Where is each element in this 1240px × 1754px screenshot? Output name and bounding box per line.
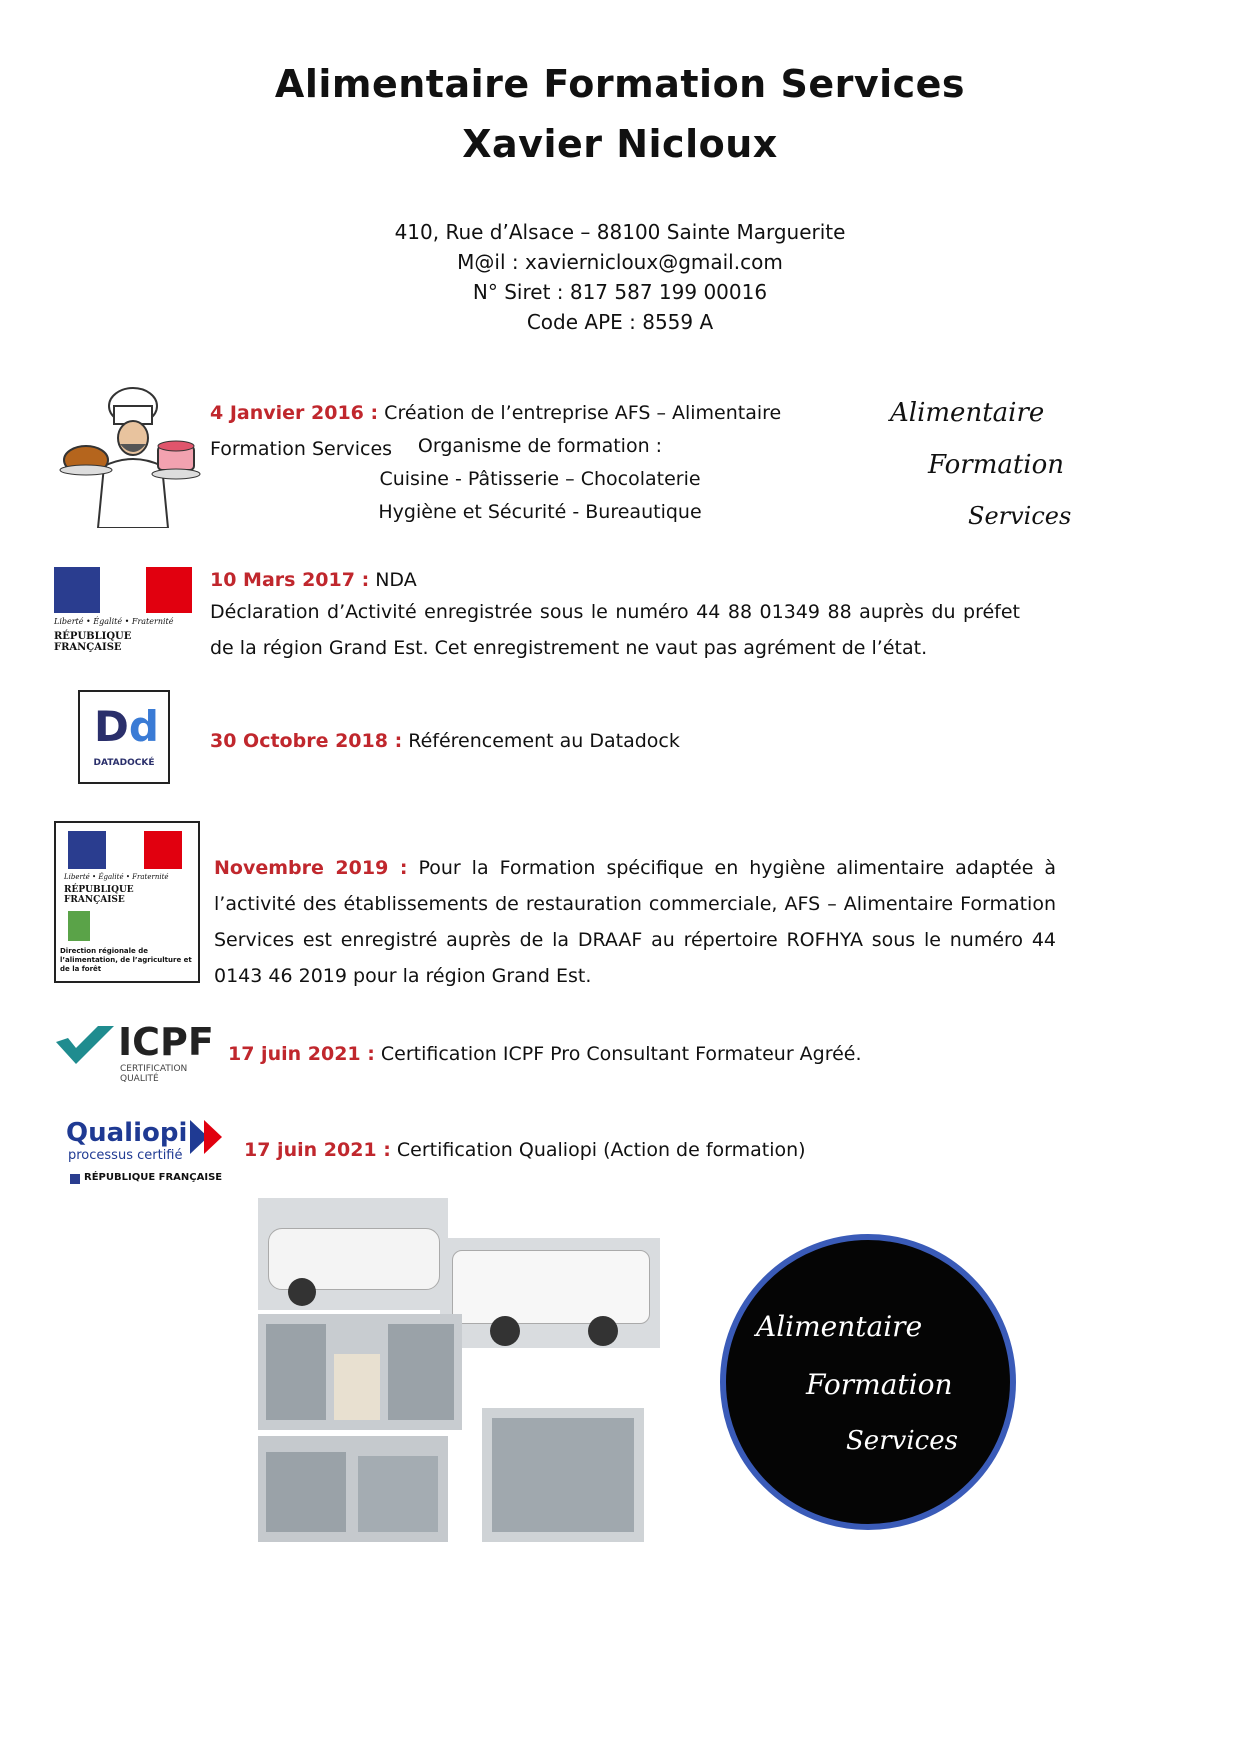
rf-blue-band <box>54 567 100 613</box>
event-2016-line3: Cuisine - Pâtisserie – Chocolaterie <box>379 468 701 490</box>
afs-round-word-2: Formation <box>806 1368 953 1401</box>
photo-van-2 <box>440 1238 660 1348</box>
event-text: Certification ICPF Pro Consultant Formateur Agréé. <box>380 1043 862 1065</box>
event-date: 4 Janvier 2016 : <box>210 402 379 424</box>
event-2016-line2: Organisme de formation : <box>417 435 663 457</box>
photo-van-1 <box>258 1198 448 1310</box>
photo-crates-3 <box>482 1408 644 1542</box>
event-2021-qualiopi <box>244 1132 944 1168</box>
event-date: 17 juin 2021 : <box>244 1139 391 1161</box>
event-2016-line4: Hygiène et Sécurité - Bureautique <box>378 501 702 523</box>
draaf-emblem <box>68 911 90 941</box>
chef-illustration <box>58 378 208 528</box>
afs-logo-word-2: Formation <box>928 450 1065 480</box>
afs-logo-round <box>720 1234 1016 1530</box>
ape-code: Code APE : 8559 A <box>526 310 714 334</box>
event-text: Pour la Formation spécifique en hygiène alimentaire adaptée à l’activité des établissements de restauration commerciale, AFS – Alimentaire Formation Services est enregistré auprès de la DRAAF au répertoire ROFHYA sous le numéro 44 0143 46 2019 pour la région Grand Est. <box>214 857 1057 987</box>
event-date: 10 Mars 2017 : <box>210 569 370 591</box>
event-text: Création de l’entreprise AFS – Alimentaire Formation Services <box>210 402 782 460</box>
afs-round-word-1: Alimentaire <box>756 1310 923 1343</box>
republique-francaise-logo: Liberté • Égalité • Fraternité RÉPUBLIQUE FRANÇAISE <box>54 567 194 647</box>
event-date: 17 juin 2021 : <box>228 1043 375 1065</box>
draaf-logo: Liberté • Égalité • Fraternité RÉPUBLIQUE FRANÇAISE Direction régionale de l’alimentation, de l’agriculture et de la forêt <box>54 821 200 983</box>
qualiopi-logo: Qualiopi processus certifié RÉPUBLIQUE FRANÇAISE <box>66 1118 236 1190</box>
afs-round-word-3: Services <box>846 1426 958 1456</box>
photo-crates-1 <box>258 1314 462 1430</box>
afs-logo-small <box>880 398 1080 538</box>
company-title: Alimentaire Formation Services <box>274 62 966 106</box>
qualiopi-arrows-icon <box>190 1120 226 1154</box>
event-date: 30 Octobre 2018 : <box>210 730 403 752</box>
event-2021-icpf <box>228 1036 928 1072</box>
rf-red-band <box>146 567 192 613</box>
event-title: NDA <box>375 569 417 591</box>
event-2019 <box>214 850 1056 994</box>
icpf-logo: ICPF CERTIFICATION QUALITÉ <box>54 1020 214 1084</box>
event-2017-heading <box>210 562 1020 598</box>
afs-logo-word-1: Alimentaire <box>890 398 1045 428</box>
owner-name: Xavier Nicloux <box>462 122 778 166</box>
siret: N° Siret : 817 587 199 00016 <box>472 280 768 304</box>
event-2017-text: Déclaration d’Activité enregistrée sous le numéro 44 88 01349 88 auprès du préfet de la région Grand Est. Cet enregistrement ne vaut pas agrément de l’état. <box>210 601 1020 659</box>
afs-logo-word-3: Services <box>968 502 1072 530</box>
event-text: Certification Qualiopi (Action de formation) <box>396 1139 806 1161</box>
datadock-logo: Dd DATADOCKÉ <box>78 690 170 784</box>
event-text: Référencement au Datadock <box>408 730 680 752</box>
event-date: Novembre 2019 : <box>214 857 408 879</box>
email: M@il : xaviernicloux@gmail.com <box>457 250 783 274</box>
address: 410, Rue d’Alsace – 88100 Sainte Marguerite <box>394 220 846 244</box>
event-2018 <box>210 723 910 759</box>
icpf-check-icon <box>54 1024 116 1066</box>
photo-crates-2 <box>258 1436 448 1542</box>
